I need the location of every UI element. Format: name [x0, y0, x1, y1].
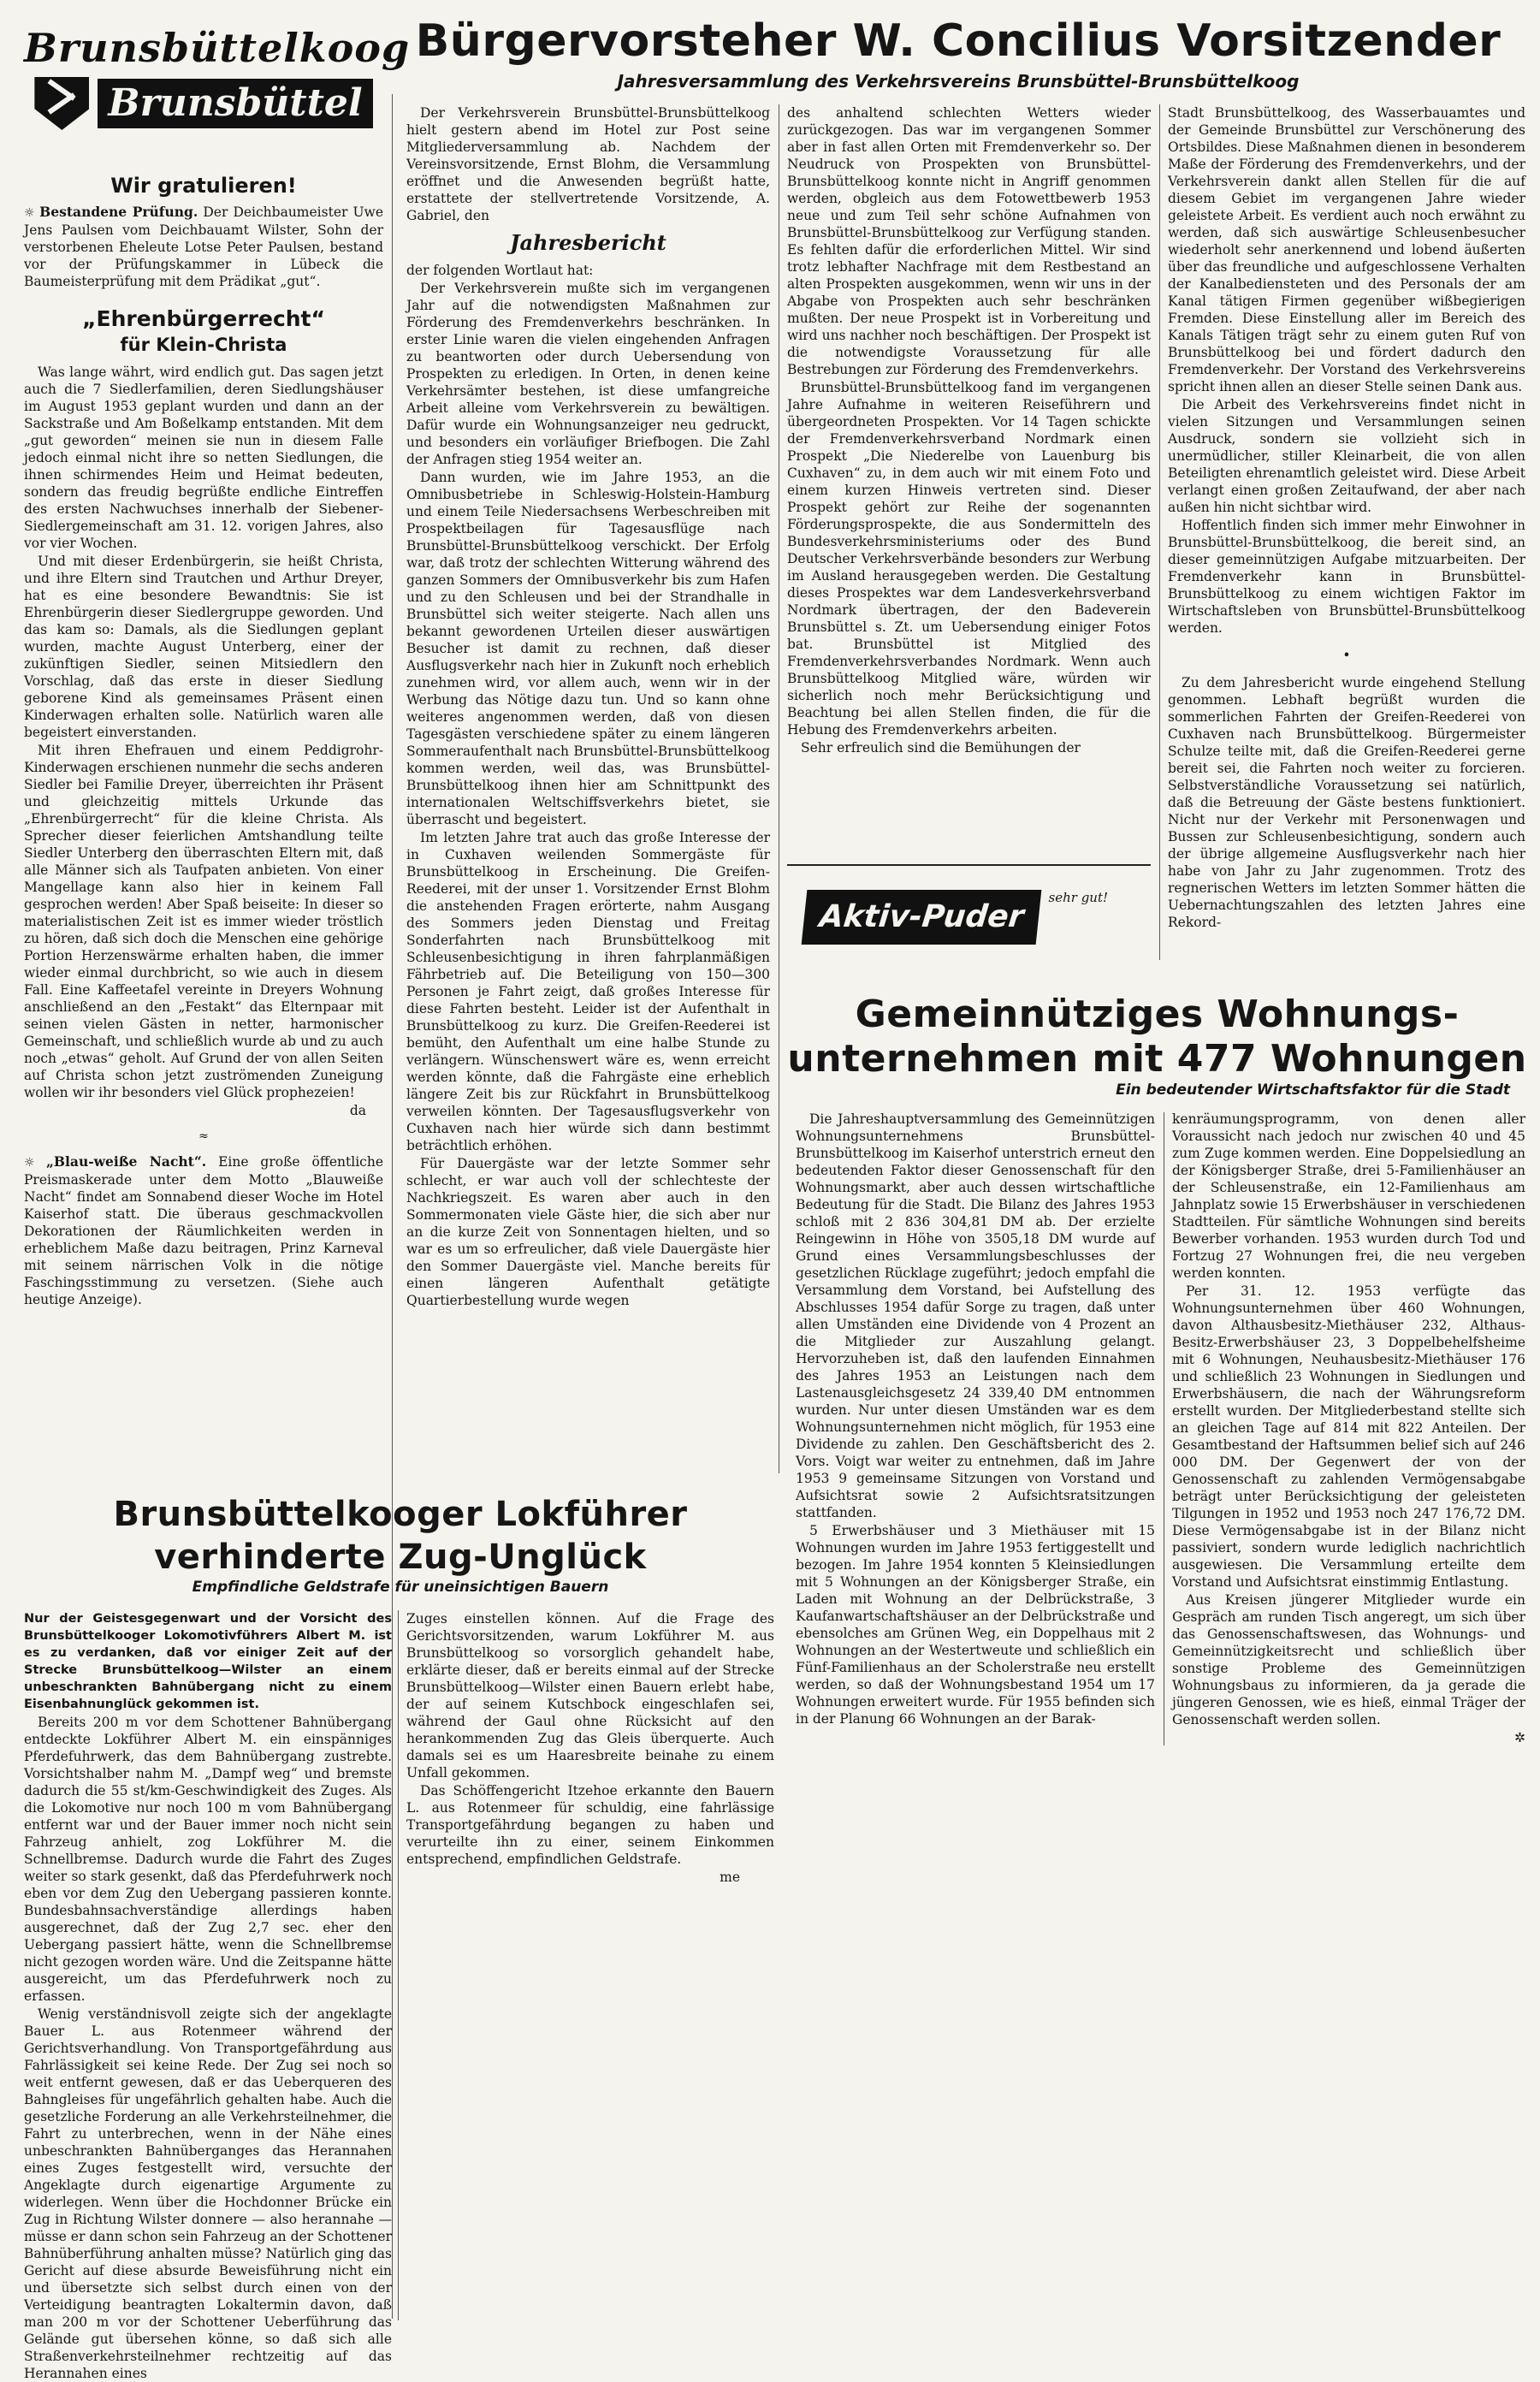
aktiv-puder-ad [804, 890, 1146, 967]
vv-c3-paragraph-3: Hoffentlich finden sich immer mehr Einwohner in Brunsbüttel-Brunsbüttelkoog, die bereit sind, an dieser gemeinnützigen Aufgabe mitzuarbeiten. Der Fremdenverkehr kann in Brunsbüttel-Brunsbüttelkoog zu einem wichtigen Faktor im Wirtschaftsleben von Brunsbüttel-Brunsbüttelkoog werden. [1168, 518, 1525, 636]
vv-c2-paragraph-1: des anhaltend schlechten Wetters wieder zurückgezogen. Das war im vergangenen Sommer aber in fast allen Orten mit Fremdenverkehr so. Der Neudruck von Prospekten von Brunsbüttel-Brunsbüttelkoog konnte nicht in Angriff genommen werden, obgleich aus dem Fotowettbewerb 1953 neue und zum Teil sehr schöne Aufnahmen von Brunsbüttel-Brunsbüttelkoog zur Verfügung standen. Es fehlten dafür die erforderlichen Mittel. Wir sind trotz lebhafter Nachfrage mit dem Restbestand an alten Prospekten ausgekommen, wenn wir uns in der Abgabe von Prospekten auch sehr beschränken mußten. Der neue Prospekt ist in Vorbereitung und wird uns nachher noch beschäftigen. Der Prospekt ist die notwendigste Voraussetzung für alle Bestrebungen zur Förderung des Fremdenverkehrs. [787, 105, 1151, 377]
masthead-bottom: Brunsbüttel [98, 79, 372, 128]
gratulieren-lead: Bestandene Prüfung. [39, 204, 198, 220]
end-star-icon: ✲ [1514, 1730, 1525, 1745]
ornament-divider: ≈ [198, 1129, 209, 1143]
gratulieren-text: Der Deichbaumeister Uwe Jens Paulsen vom Deichbauamt Wilster, Sohn der verstorbenen Eheleute Lotse Peter Paulsen, bestand vor der Prüfungskammer in Lübeck die Baumeisterprüfung mit dem Prädikat „gut“. [24, 204, 383, 289]
blau-paragraph [24, 1153, 383, 1308]
wohnung-title-1: Gemeinnütziges Wohnungs- [855, 992, 1460, 1036]
ad-brand: Aktiv-Puder [802, 890, 1042, 945]
wohnung-c2-paragraph-3: Aus Kreisen jüngerer Mitglieder wurde ein Gespräch am runden Tisch angeregt, um sich über das Genossenschaftswesen, das Wohnungs- und Gemeinnützigkeitsrecht und schließlich über sonstige Probleme des Gemeinnützigen Wohnungsbaus zu informieren, da ja gerade die jüngeren Genossen, wie es hieß, einmal Träger der Genossenschaft werden sollen. [1172, 1592, 1525, 1727]
christa-paragraph-1: Was lange währt, wird endlich gut. Das sagen jetzt auch die 7 Siedlerfamilien, deren Siedlungshäuser im August 1953 geplant wurden und dann an der Sackstraße und Am Boßelkamp entstanden. Mit dem „gut geworden“ meinen sie nun in diesem Falle jedoch einmal nicht ihre so netten Siedlungen, die ihnen schirmendes Heim und Heimat bedeuten, sondern das freudig begrüßte endliche Eintreffen des ersten Nachwuchses innerhalb der Siebener-Siedlergemeinschaft am 31. 12. vorigen Jahres, also vor vier Wochen. [24, 364, 383, 551]
lokfuehrer-title-2: verhinderte Zug-Unglück [154, 1538, 647, 1577]
lokfuehrer-c1-paragraph-1: Bereits 200 m vor dem Schottener Bahnübergang entdeckte Lokführer Albert M. ein einspänniges Pferdefuhrwerk, das dem Bahnübergang zustrebte. Vorsichtshalber nahm M. „Dampf weg“ und bremste dadurch die 55 st/km-Geschwindigkeit des Zuges. Als die Lokomotive nur noch 100 m vom Bahnübergang entfernt war und der Bauer immer noch nicht sein Fahrzeug anhielt, zog Lokführer M. die Schnellbremse. Dadurch wurde die Fahrt des Zuges weiter so stark gesenkt, daß das Pferdefuhrwerk noch eben vor dem Zug den Uebergang passieren konnte. Bundesbahnsachverständige allerdings haben ausgerechnet, daß der Zug 2,7 sec. eher den Uebergang passiert hätte, wenn die Schnellbremse nicht gezogen worden wäre. Und die Zeitspanne hätte ausgereicht, um das Pferdefuhrwerk noch zu erfassen. [24, 1715, 392, 2004]
sun-marker-icon: ☼ [24, 1156, 46, 1170]
left-column [24, 171, 383, 1437]
wohnung-headline [787, 992, 1527, 1104]
vv-paragraph-6: Für Dauergäste war der letzte Sommer sehr schlecht, er war auch voll der schlechteste der Nachkriegszeit. Es waren aber auch in den Sommermonaten viele Gäste hier, die sich aber nur an die kurze Zeit von Sonnentagen hielten, und so war es um so erfreulicher, daß viele Dauergäste hier den Sommer Dauergäste viel. Manche bereits für einen längeren Aufenthalt getätigte Quartierbestellung wurde wegen [406, 1156, 770, 1308]
vv-paragraph-1: Der Verkehrsverein Brunsbüttel-Brunsbüttelkoog hielt gestern abend im Hotel zur Post seine Mitgliederversammlung ab. Nachdem der Vereinsvorsitzende, Ernst Blohm, die Versammlung eröffnet und die Anwesenden begrüßt hatte, erstattete der stellvertretende Vorsitzende, A. Gabriel, den [406, 105, 770, 223]
lokfuehrer-col-1 [24, 1610, 392, 2381]
verkehrsverein-col-3 [1168, 104, 1525, 1046]
vv-paragraph-5: Im letzten Jahre trat auch das große Interesse der in Cuxhaven weilenden Sommergäste für Brunsbüttelkoog in Erscheinung. Die Greifen-Reederei, mit der unser 1. Vorsitzender Ernst Blohm die anstehenden Fragen erörterte, nahm Ausgang des Sommers jeden Dienstag und Freitag Sonderfahrten nach Brunsbüttelkoog mit Schleusenbesichtigung in ihren fahrplanmäßigen Fährbetrieb auf. Die Beteiligung von 150—300 Personen je Fahrt zeigt, daß großes Interesse für diese Fahrten besteht. Leider ist der Aufenthalt in Brunsbüttelkoog zu kurz. Die Greifen-Reederei ist bemüht, den Aufenthalt um eine halbe Stunde zu verlängern. Wünschenswert wäre es, wenn erreicht werden könnte, daß die Fahrgäste eine erheblich längere Zeit bis zur Rückfahrt in Brunsbüttelkoog verweilen könnten. Der Tagesausflugsverkehr von Cuxhaven nach hier würde sich dann bestimmt beträchtlich erhöhen. [406, 830, 770, 1153]
masthead [24, 24, 411, 152]
column-divider [398, 1610, 399, 2320]
christa-paragraph-2: Und mit dieser Erdenbürgerin, sie heißt Christa, und ihre Eltern sind Trautchen und Arthur Dreyer, hat es eine besondere Bewandtnis: Sie ist Ehrenbürgerin dieser Siedlergruppe geworden. Und das kam so: Damals, als die Siedlungen geplant wurden, machte August Unterberg, einer der zukünftigen Siedler, seinen Mitsiedlern den Vorschlag, daß das erste in dieser Siedlung geborene Kind als gemeinsames Präsent einen Kinderwagen erhalten solle. Natürlich waren alle begeistert einverstanden. [24, 554, 383, 740]
verkehrsverein-col-2 [787, 104, 1151, 815]
lokfuehrer-title-1: Brunsbüttelkooger Lokführer [113, 1495, 688, 1534]
headline-subtitle: Jahresversammlung des Verkehrsvereins Brunsbüttel-Brunsbüttelkoog [617, 71, 1300, 92]
column-divider [1159, 104, 1160, 960]
wohnung-c2-paragraph-1: kenräumungsprogramm, von denen aller Voraussicht nach jedoch nur zwischen 40 und 45 zum Zuge kommen werden. Eine Doppelsiedlung an der Königsberger Straße, drei 5-Familienhäuser an der Schleusenstraße, ein 12-Familienhaus am Jahnplatz sowie 15 Erwerbshäuser in verschiedenen Stadtteilen. Für sämtliche Wohnungen sind bereits Bewerber vorhanden. 1953 wurden durch Tod und Fortzug 27 Wohnungen frei, die neu vergeben werden konnten. [1172, 1111, 1525, 1281]
coat-of-arms-icon [34, 77, 89, 130]
vv-paragraph-2: der folgenden Wortlaut hat: [406, 263, 594, 278]
jahresbericht-heading: Jahresbericht [510, 230, 666, 255]
wohnung-col-2 [1172, 1111, 1525, 1744]
lokfuehrer-c2-paragraph-1: Zuges einstellen können. Auf die Frage des Gerichtsvorsitzenden, warum Lokführer M. aus Brunsbüttelkoog so vorsorglich gehandelt habe, erklärte dieser, daß er bereits einmal auf der Strecke Brunsbüttelkoog—Wilster einen Bauern erlebt habe, der auf seinem Kutschbock eingeschlafen sei, während der Gaul ohne Rücksicht auf den herankommenden Zug das Gleis überquerte. Auch damals sei es um Haaresbreite beinahe zu einem Unfall gekommen. [406, 1611, 774, 1781]
vv-paragraph-3: Der Verkehrsverein mußte sich im vergangenen Jahr auf die notwendigsten Maßnahmen zur Förderung des Fremdenverkehrs beschränken. In erster Linie waren die vielen eingehenden Anfragen zu beantworten oder durch Uebersendung von Prospekten zu erledigen. In Orten, in denen keine Verkehrsämter bestehen, ist diese umfangreiche Arbeit alleine vom Verkehrsverein zu bewältigen. Dafür wurde ein Wohnungsanzeiger neu gedruckt, und besonders ein vorläufiger Briefbogen. Die Zahl der Anfragen stieg 1954 weiter an. [406, 281, 770, 467]
wohnung-c1-paragraph-1: Die Jahreshauptversammlung des Gemeinnützigen Wohnungsunternehmens Brunsbüttel-Brunsbüttelkoog im Kaiserhof unterstrich erneut den bedeutenden Faktor dieser Genossenschaft für den Wohnungsmarkt, aber auch dessen wirtschaftliche Bedeutung für die Stadt. Die Bilanz des Jahres 1953 schloß mit 2 836 304,81 DM ab. Der erzielte Reingewinn in Höhe von 3505,18 DM wurde auf Grund eines Versammlungsbeschlusses der gesetzlichen Rücklage zugeführt; jedoch empfahl die Versammlung dem Vorstand, bei Aufstellung des Abschlusses 1954 dafür Sorge zu tragen, daß unter allen Umständen eine Dividende von 4 Prozent an die Mitglieder zur Auszahlung gelangt. Hervorzuheben ist, daß den laufenden Einnahmen des Jahres 1953 an Leistungen nach dem Lastenausgleichsgesetz 24 339,40 DM entnommen wurden. Nur unter diesen Umständen war es dem Wohnungsunternehmen nicht möglich, für 1953 eine Dividende zu zahlen. Den Geschäftsbericht des 2. Vors. Voigt war weiter zu entnehmen, daß im Jahre 1953 9 gemeinsame Sitzungen von Vorstand und Aufsichtsrat sowie 2 Aufsichtsratsitzungen stattfanden. [796, 1111, 1155, 1520]
wohnung-c2-paragraph-2: Per 31. 12. 1953 verfügte das Wohnungsunternehmen über 460 Wohnungen, davon Althausbesitz-Miethäuser 232, Althaus-Besitz-Erwerbshäuser 23, 3 Doppelbehelfsheime mit 6 Wohnungen, Neuhausbesitz-Miethäuser 176 und schließlich 23 Wohnungen in Siedlungen und Erwerbshäusern, die nach der Währungsreform erstellt wurden. Der Mitgliederbestand stellte sich an gleichen Tage auf 814 mit 822 Anteilen. Der Gesamtbestand der Haftsummen belief sich auf 246 000 DM. Der Gegenwert der von der Genossenschaft zu zahlenden Vermögensabgabe beträgt unter Berücksichtigung der geleisteten Tilgungen in 1952 und 1953 noch 247 176,72 DM. Diese Vermögensabgabe ist in der Bilanz nicht passiviert, sondern wurde lediglich nachrichtlich ausgewiesen. Die Versammlung erteilte dem Vorstand und Aufsichtsrat einstimmig Entlastung. [1172, 1283, 1525, 1590]
lokfuehrer-headline-block [24, 1493, 777, 1604]
wohnung-title-2: unternehmen mit 477 Wohnungen [787, 1037, 1527, 1081]
wohnung-c1-paragraph-2: 5 Erwerbshäuser und 3 Miethäuser mit 15 Wohnungen wurden im Jahre 1953 fertiggestellt und bezogen. Im Jahre 1954 konnten 5 Kleinsiedlungen mit 5 Wohnungen an der Königsberger Straße, ein Laden mit Wohnung an der Delbrückstraße, 3 Kaufanwartschaftshäuser an der Delbrückstraße und ebensolches am Grünen Weg, ein Doppelhaus mit 2 Wohnungen an der Westertweute und schließlich ein Fünf-Familienhaus an der Scholerstraße neu erstellt werden, so daß der Wohnungsbestand 1954 um 17 Wohnungen erweitert wurde. Für 1955 befinden sich in der Planung 66 Wohnungen an der Barak- [796, 1523, 1155, 1727]
gratulieren-title: Wir gratulieren! [110, 174, 297, 198]
column-divider [392, 94, 393, 2319]
ad-tagline: sehr gut! [1048, 890, 1109, 905]
vv-c3-paragraph-4: Zu dem Jahresbericht wurde eingehend Stellung genommen. Lebhaft begrüßt wurden die sommerlichen Fahrten der Greifen-Reederei von Cuxhaven nach Brunsbüttelkoog. Bürgermeister Schulze teilte mit, daß die Greifen-Reederei gerne bereit sei, die Fahrten noch weiter zu forcieren. Selbstverständliche Voraussetzung sei natürlich, daß die Betreuung der Gäste bestens funktioniert. Nicht nur der Verkehr mit Personenwagen und Bussen zur Schleusenbesichtigung, sondern auch der übrige allgemeine Ausflugsverkehr nach hier habe von Jahr zu Jahr zugenommen. Trotz des regnerischen Wetters im letzten Sommer hätten die Uebernachtungszahlen des letzten Jahres eine Rekord- [1168, 675, 1525, 930]
wohnung-subtitle: Ein bedeutender Wirtschaftsfaktor für die Stadt [1116, 1081, 1510, 1099]
christa-title-2: für Klein-Christa [120, 335, 287, 355]
bullet-divider: • [1342, 648, 1351, 663]
main-headline [402, 12, 1514, 115]
headline-title: Bürgervorsteher W. Concilius Vorsitzender [415, 15, 1502, 67]
vv-c2-paragraph-2: Brunsbüttel-Brunsbüttelkoog fand im vergangenen Jahre Aufnahme in weiteren Reiseführern und übergeordneten Prospekten. Vor 14 Tagen schickte der Fremdenverkehrsverband Nordmark einen Prospekt „Die Niederelbe von Lauenburg bis Cuxhaven“ zu, in dem auch wir mit einem Foto und einem kurzen Hinweis vertreten sind. Dieser Prospekt gehört zur Reihe der sogenannten Förderungsprospekte, die aus Sondermitteln des Bundesverkehrsministeriums oder des Bund Deutscher Verkehrsverbände besonders zur Werbung im Ausland herausgegeben werden. Die Gestaltung dieses Prospektes war dem Landesverkehrsverband Nordmark übertragen, der den Badeverein Brunsbüttel s. Zt. um Uebersendung einiger Fotos bat. Brunsbüttel ist Mitglied des Fremdenverkehrsverbandes Nordmark. Wenn auch Brunsbüttelkoog Mitglied wäre, würden wir sicherlich noch mehr Berücksichtigung und Beachtung bei allen Stellen finden, die für die Hebung des Fremdenverkehrs arbeiten. [787, 380, 1151, 738]
christa-paragraph-3: Mit ihren Ehefrauen und einem Peddigrohr-Kinderwagen erschienen nunmehr die sechs anderen Siedler bei Familie Dreyer, überreichten ihr Präsent und gleichzeitig mittels Urkunde das „Ehrenbürgerrecht“ für die kleine Christa. Als Sprecher dieser feierlichen Amtshandlung teilte Siedler Unterberg den überraschten Eltern mit, daß alle Männer sich als Taufpaten anbieten. Von einer Mangellage kann also hier in keinem Fall gesprochen werden! Aber Spaß beiseite: In dieser so materialistischen Zeit ist es immer wieder tröstlich zu hören, daß sich doch die Menschen eine gehörige Portion Herzenswärme erhalten haben, die immer wieder einmal durchbricht, so wie auch in diesem Fall. Eine Kaffeetafel vereinte in Dreyers Wohnung anschließend an den „Festakt“ das Elternpaar mit seinen vielen Gästen in netter, harmonischer Gemeinschaft, und schließlich wurde ab und zu auch noch „etwas“ geholt. Auf Grund der von allen Seiten auf Christa schon jetzt zuströmenden Zuneigung wollen wir ihr besonders viel Glück prophezeien! [24, 743, 383, 1100]
vv-c3-paragraph-2: Die Arbeit des Verkehrsvereins findet nicht in vielen Sitzungen und Versammlungen seinen Ausdruck, sondern sie vollzieht sich in unermüdlicher, stiller Kleinarbeit, die von allen Beteiligten ehrenamtlich geleistet wird. Diese Arbeit verlangt einen großen Zeitaufwand, der aber nach außen hin nicht sichtbar wird. [1168, 397, 1525, 515]
lokfuehrer-subtitle: Empfindliche Geldstrafe für uneinsichtigen Bauern [192, 1579, 609, 1596]
vv-c3-paragraph-1: Stadt Brunsbüttelkoog, des Wasserbauamtes und der Gemeinde Brunsbüttel zur Verschönerung des Ortsbildes. Diese Maßnahmen dienen in besonderem Maße der Förderung des Fremdenverkehrs, und der Verkehrsverein dankt allen Stellen für die auf diesem Gebiet im vergangenen Jahre wieder geleistete Arbeit. Es verdient auch noch erwähnt zu werden, daß sich auswärtige Schleusenbesucher wiederholt sehr anerkennend und lobend äußerten über das freundliche und aufgeschlossene Verhalten der Kanalbediensteten und des Personals der am Kanal tätigen Firmen gegenüber wißbegierigen Fremden. Diese Einstellung aller im Bereich des Kanals Tätigen trägt sehr zu einem guten Ruf von Brunsbüttelkoog bei und fördert dadurch den Fremdenverkehr. Der Vorstand des Verkehrsvereins spricht ihnen allen an dieser Stelle seinen Dank aus. [1168, 105, 1525, 394]
christa-signature: da [349, 1103, 366, 1118]
vv-c2-paragraph-3: Sehr erfreulich sind die Bemühungen der [801, 740, 1081, 755]
vv-paragraph-4: Dann wurden, wie im Jahre 1953, an die Omnibusbetriebe in Schleswig-Holstein-Hamburg und einem Teile Niedersachsens Werbeschreiben mit Prospektbeilagen für Tagesausflüge nach Brunsbüttel-Brunsbüttelkoog verschickt. Der Erfolg war, daß trotz der schlechten Witterung während des ganzen Sommers der Omnibusverkehr bis zum Hafen und zu den Schleusen und bei der Strandhalle in Brunsbüttel sich weiter steigerte. Nach allen uns bekannt gewordenen Urteilen dieser auswärtigen Besucher ist damit zu rechnen, daß dieser Ausflugsverkehr nach hier in Zukunft noch erheblich zunehmen wird, vor allem auch, wenn wir in der Werbung das Nötige dazu tun. Und so kann ohne weiteres angenommen werden, daß von diesen Tagesgästen verschiedene später zu einem längeren Sommeraufenthalt nach Brunsbüttel-Brunsbüttelkoog kommen werden, weil das, was Brunsbüttel-Brunsbüttelkoog ihnen hier am Schnittpunkt des internationalen Weltschiffsverkehrs bietet, sie überrascht und begeistert. [406, 470, 770, 827]
ad-top-rule [787, 864, 1151, 866]
sun-marker-icon: ☼ [24, 206, 40, 220]
wohnung-col-1 [796, 1111, 1155, 1744]
lokfuehrer-c1-paragraph-2: Wenig verständnisvoll zeigte sich der angeklagte Bauer L. aus Rotenmeer während der Gerichtsverhandlung. Von Transportgefährdung aus Fahrlässigkeit sei keine Rede. Der Zug sei noch so weit entfernt gewesen, daß er das Ueberqueren des Bahngleises für ungefährlich gehalten habe. Auch die gesetzliche Forderung an alle Verkehrsteilnehmer, die Fahrt zu unterbrechen, wenn in der Nähe eines unbeschrankten Bahnüberganges das Herannahen eines Zuges festgestellt wird, versuchte der Angeklagte durch eigenartige Argumente zu widerlegen. Wenn über die Hochdonner Brücke ein Zug in Richtung Wilster donnere — also herannahe — müsse er dann schon sein Fahrzeug an der Schottener Bahnüberführung anhalten müsse? Natürlich ging das Gericht auf diese absurde Beweisführung nicht ein und übersetzte sich selbst durch einen von der Verteidigung beantragten Lokaltermin davon, daß man 200 m vor der Schottener Ueberführung das Gelände gut übersehen könne, so daß sich alle Straßenverkehrsteilnehmer rechtzeitig auf das Herannahen eines [24, 2006, 392, 2381]
masthead-bottom-row [24, 77, 383, 130]
lokfuehrer-col-2 [406, 1610, 774, 1893]
lokfuehrer-signature: me [720, 1869, 740, 1885]
gratulieren-paragraph [24, 204, 383, 290]
blau-lead: „Blau-weiße Nacht“. [46, 1153, 207, 1170]
christa-title-1: „Ehrenbürgerrecht“ [82, 306, 325, 331]
lokfuehrer-c2-paragraph-2: Das Schöffengericht Itzehoe erkannte den Bauern L. aus Rotenmeer für schuldig, eine fahrlässige Transportgefährdung begangen zu haben und verurteilte ihn zu einer, seinem Einkommen entsprechend, empfindlichen Geldstrafe. [406, 1783, 774, 1867]
lokfuehrer-lead: Nur der Geistesgegenwart und der Vorsicht des Brunsbüttelkooger Lokomotivführers Albert M. ist es zu verdanken, daß vor einiger Zeit auf der Strecke Brunsbüttelkoog—Wilster an einem unbeschrankten Bahnübergang nicht zu einem Eisenbahnunglück gekommen ist. [24, 1612, 392, 1711]
masthead-top: Brunsbüttelkoog [24, 25, 411, 71]
blau-text: Eine große öffentliche Preismaskerade unter dem Motto „Blauweiße Nacht“ findet am Sonnabend dieser Woche im Hotel Kaiserhof statt. Die überaus geschmackvollen Dekorationen der Räumlichkeiten werden in erheblichem Maße dazu beitragen, Prinz Karneval mit seinem närrischen Volk in die nötige Faschingsstimmung zu versetzen. (Siehe auch heutige Anzeige). [24, 1154, 383, 1307]
verkehrsverein-col-1 [406, 104, 770, 1473]
